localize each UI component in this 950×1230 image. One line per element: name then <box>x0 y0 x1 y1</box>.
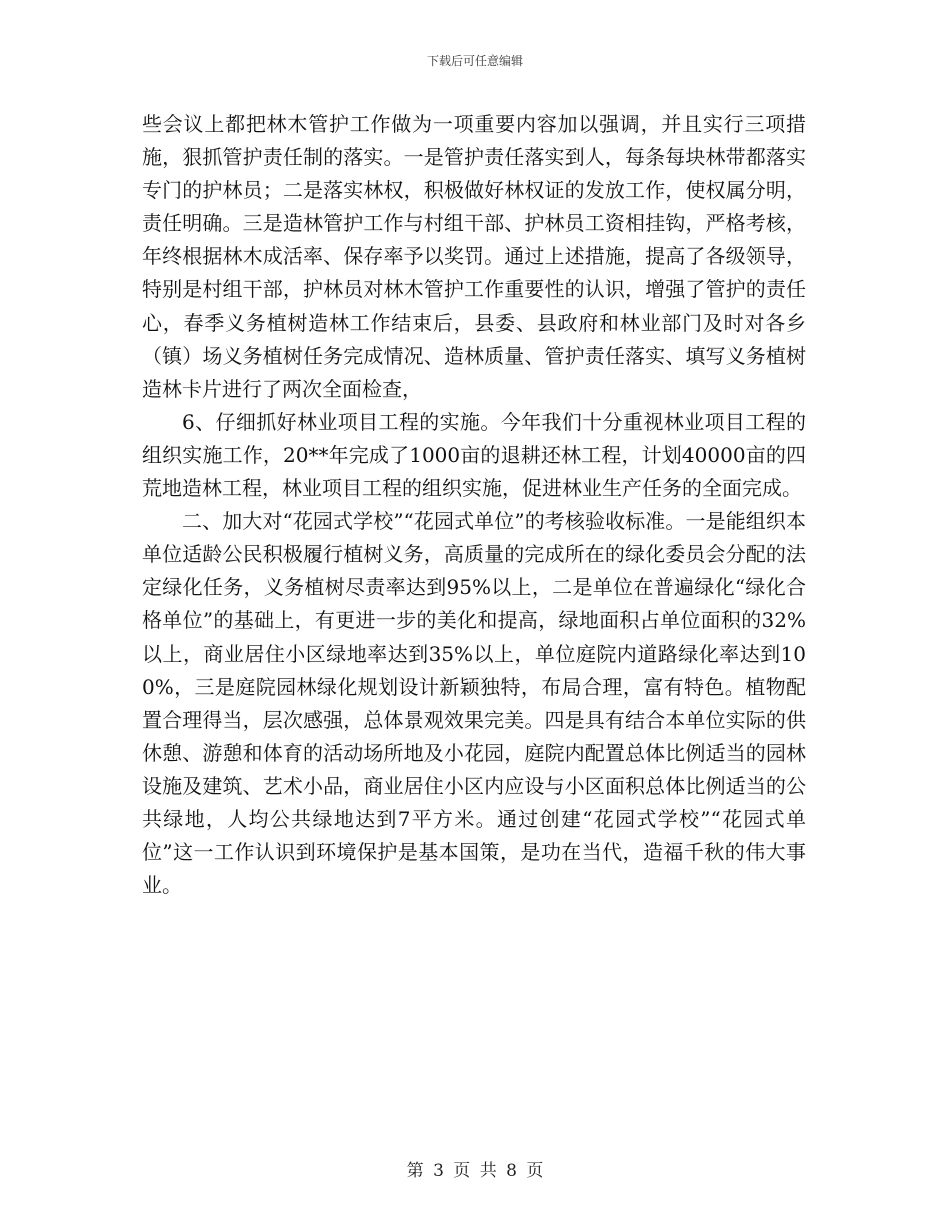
paragraph-forestry-projects: 6、仔细抓好林业项目工程的实施。今年我们十分重视林业项目工程的组织实施工作，20**年完成了1000亩的退耕还林工程，计划40000亩的四荒地造林工程，林业项目工程的组织实施，促进林业生产任务的全面完成。 <box>142 409 806 501</box>
document-body <box>142 108 806 902</box>
paragraph-garden-standards: 二、加大对“花园式学校”“花园式单位”的考核验收标准。一是能组织本单位适龄公民积极履行植树义务，高质量的完成所在的绿化委员会分配的法定绿化任务，义务植树尽责率达到95%以上，二是单位在普遍绿化“绿化合格单位”的基础上，有更进一步的美化和提高，绿地面积占单位面积的32%以上，商业居住小区绿地率达到35%以上，单位庭院内道路绿化率达到100%，三是庭院园林绿化规划设计新颖独特，布局合理，富有特色。植物配置合理得当，层次感强，总体景观效果完美。四是具有结合本单位实际的供休憩、游憩和体育的活动场所地及小花园，庭院内配置总体比例适当的园林设施及建筑、艺术小品，商业居住小区内应设与小区面积总体比例适当的公共绿地，人均公共绿地达到7平方米。通过创建“花园式学校”“花园式单位”这一工作认识到环境保护是基本国策，是功在当代，造福千秋的伟大事业。 <box>142 509 806 898</box>
paragraph-continuation: 些会议上都把林木管护工作做为一项重要内容加以强调，并且实行三项措施，狠抓管护责任制的落实。一是管护责任落实到人，每条每块林带都落实专门的护林员；二是落实林权，积极做好林权证的发放工作，使权属分明，责任明确。三是造林管护工作与村组干部、护林员工资相挂钩，严格考核，年终根据林木成活率、保存率予以奖罚。通过上述措施，提高了各级领导，特别是村组干部，护林员对林木管护工作重要性的认识，增强了管护的责任心，春季义务植树造林工作结束后，县委、县政府和林业部门及时对各乡（镇）场义务植树任务完成情况、造林质量、管护责任落实、填写义务植树造林卡片进行了两次全面检查， <box>142 112 806 401</box>
page-header: 下载后可任意编辑 <box>426 54 523 68</box>
page-number-footer: 第 3 页 共 8 页 <box>406 1161 544 1181</box>
